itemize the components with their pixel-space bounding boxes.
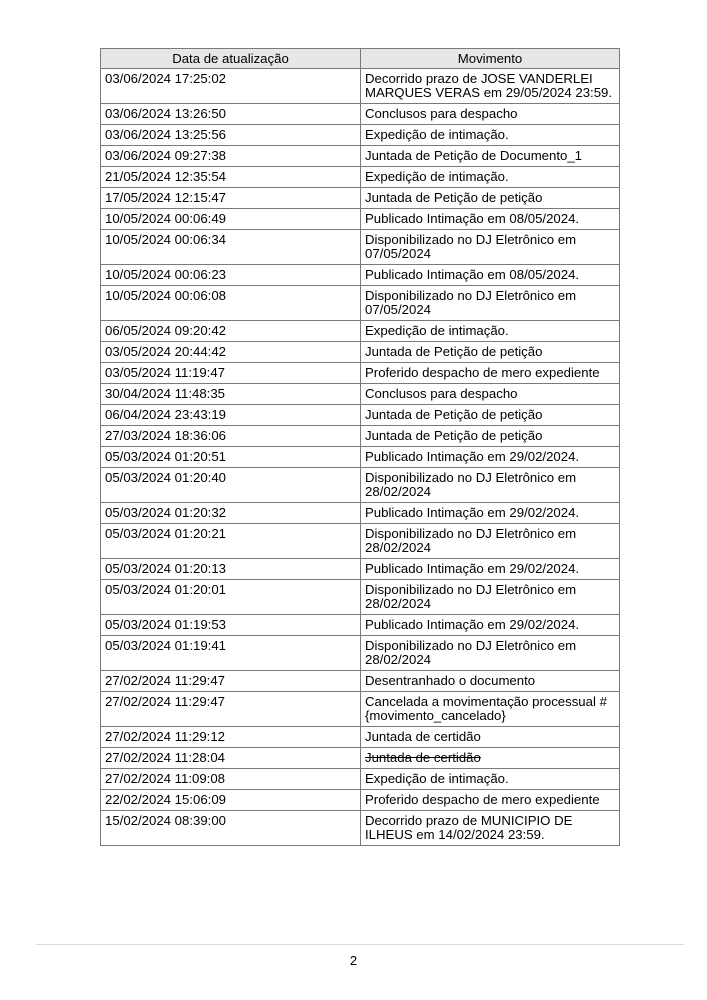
- date-cell: 27/02/2024 11:29:12: [101, 727, 361, 748]
- page-number: 2: [349, 953, 358, 968]
- movement-cell: [361, 167, 620, 188]
- movement-text: Publicado Intimação em 29/02/2024.: [365, 505, 580, 520]
- date-cell: 21/05/2024 12:35:54: [101, 167, 361, 188]
- table-row: [101, 230, 620, 265]
- movement-text: Publicado Intimação em 08/05/2024.: [365, 211, 580, 226]
- movement-cell: [361, 69, 620, 104]
- table-row: [101, 727, 620, 748]
- movement-text: Decorrido prazo de MUNICIPIO DE ILHEUS em 14/02/2024 23:59.: [365, 813, 573, 842]
- date-cell: 30/04/2024 11:48:35: [101, 384, 361, 405]
- date-cell: 27/02/2024 11:29:47: [101, 692, 361, 727]
- movement-text: Desentranhado o documento: [365, 673, 536, 688]
- table-row: [101, 265, 620, 286]
- movement-cell: [361, 426, 620, 447]
- date-cell: 03/05/2024 11:19:47: [101, 363, 361, 384]
- table-row: [101, 167, 620, 188]
- movement-text: Conclusos para despacho: [365, 106, 518, 121]
- movement-cell: [361, 811, 620, 846]
- movement-cell: [361, 503, 620, 524]
- movement-text: Proferido despacho de mero expediente: [365, 792, 600, 807]
- table-row: [101, 636, 620, 671]
- movement-cell: [361, 125, 620, 146]
- table-row: [101, 503, 620, 524]
- table-row: [101, 468, 620, 503]
- movement-text: Disponibilizado no DJ Eletrônico em 28/02/2024: [365, 582, 577, 611]
- movement-text: Expedição de intimação.: [365, 169, 509, 184]
- movement-text: Publicado Intimação em 08/05/2024.: [365, 267, 580, 282]
- table-row: [101, 447, 620, 468]
- movement-text: Juntada de Petição de petição: [365, 344, 543, 359]
- movement-text: Disponibilizado no DJ Eletrônico em 07/05/2024: [365, 288, 577, 317]
- movement-cell: [361, 468, 620, 503]
- table-row: [101, 671, 620, 692]
- movement-cell: [361, 384, 620, 405]
- table-header-row: [101, 49, 620, 69]
- date-cell: 05/03/2024 01:19:53: [101, 615, 361, 636]
- date-cell: 15/02/2024 08:39:00: [101, 811, 361, 846]
- movement-text: Expedição de intimação.: [365, 323, 509, 338]
- movement-cell: [361, 559, 620, 580]
- movement-text: Juntada de Petição de petição: [365, 407, 543, 422]
- movement-cell: [361, 230, 620, 265]
- movement-cell: [361, 265, 620, 286]
- date-cell: 03/06/2024 09:27:38: [101, 146, 361, 167]
- movement-cell: [361, 524, 620, 559]
- header-date: Data de atualização: [101, 49, 361, 69]
- table-row: [101, 769, 620, 790]
- movement-cell: [361, 447, 620, 468]
- movements-table: [100, 48, 620, 846]
- movement-text: Disponibilizado no DJ Eletrônico em 07/05/2024: [365, 232, 577, 261]
- movement-text: Juntada de certidão: [365, 750, 481, 765]
- date-cell: 05/03/2024 01:20:21: [101, 524, 361, 559]
- movement-cell: [361, 104, 620, 125]
- table-row: [101, 363, 620, 384]
- movement-text: Expedição de intimação.: [365, 771, 509, 786]
- date-cell: 06/05/2024 09:20:42: [101, 321, 361, 342]
- date-cell: 27/02/2024 11:28:04: [101, 748, 361, 769]
- date-cell: 05/03/2024 01:20:32: [101, 503, 361, 524]
- movement-text: Cancelada a movimentação processual #{movimento_cancelado}: [365, 694, 607, 723]
- table-row: [101, 321, 620, 342]
- date-cell: 03/06/2024 13:25:56: [101, 125, 361, 146]
- date-cell: 05/03/2024 01:20:01: [101, 580, 361, 615]
- date-cell: 05/03/2024 01:19:41: [101, 636, 361, 671]
- date-cell: 17/05/2024 12:15:47: [101, 188, 361, 209]
- date-cell: 27/02/2024 11:09:08: [101, 769, 361, 790]
- date-cell: 10/05/2024 00:06:23: [101, 265, 361, 286]
- movement-cell: [361, 748, 620, 769]
- table-row: [101, 559, 620, 580]
- movement-cell: [361, 615, 620, 636]
- movement-text: Disponibilizado no DJ Eletrônico em 28/02/2024: [365, 638, 577, 667]
- date-cell: 10/05/2024 00:06:49: [101, 209, 361, 230]
- movement-cell: [361, 363, 620, 384]
- movement-text: Publicado Intimação em 29/02/2024.: [365, 449, 580, 464]
- table-body: [101, 69, 620, 846]
- movement-text: Disponibilizado no DJ Eletrônico em 28/02/2024: [365, 526, 577, 555]
- table-row: [101, 146, 620, 167]
- movement-cell: [361, 188, 620, 209]
- table-row: [101, 125, 620, 146]
- date-cell: 03/06/2024 13:26:50: [101, 104, 361, 125]
- table-row: [101, 209, 620, 230]
- header-movement: Movimento: [361, 49, 620, 69]
- movement-text: Juntada de Petição de petição: [365, 428, 543, 443]
- movement-cell: [361, 671, 620, 692]
- date-cell: 05/03/2024 01:20:51: [101, 447, 361, 468]
- movement-text: Publicado Intimação em 29/02/2024.: [365, 617, 580, 632]
- table-row: [101, 69, 620, 104]
- date-cell: 06/04/2024 23:43:19: [101, 405, 361, 426]
- movement-text: Juntada de Petição de Documento_1: [365, 148, 583, 163]
- date-cell: 05/03/2024 01:20:13: [101, 559, 361, 580]
- movement-cell: [361, 727, 620, 748]
- date-cell: 10/05/2024 00:06:08: [101, 286, 361, 321]
- movement-cell: [361, 636, 620, 671]
- movement-cell: [361, 342, 620, 363]
- movement-cell: [361, 769, 620, 790]
- table-row: [101, 811, 620, 846]
- movement-text: Decorrido prazo de JOSE VANDERLEI MARQUES VERAS em 29/05/2024 23:59.: [365, 71, 613, 100]
- date-cell: 03/06/2024 17:25:02: [101, 69, 361, 104]
- table-row: [101, 426, 620, 447]
- table-row: [101, 790, 620, 811]
- movement-cell: [361, 286, 620, 321]
- table-row: [101, 580, 620, 615]
- date-cell: 27/03/2024 18:36:06: [101, 426, 361, 447]
- footer-divider: [36, 944, 684, 945]
- table-row: [101, 524, 620, 559]
- movement-text: Proferido despacho de mero expediente: [365, 365, 600, 380]
- movement-cell: [361, 580, 620, 615]
- movement-cell: [361, 405, 620, 426]
- table-row: [101, 384, 620, 405]
- date-cell: 10/05/2024 00:06:34: [101, 230, 361, 265]
- table-row: [101, 615, 620, 636]
- date-cell: 05/03/2024 01:20:40: [101, 468, 361, 503]
- table-row: [101, 104, 620, 125]
- date-cell: 03/05/2024 20:44:42: [101, 342, 361, 363]
- movement-text: Disponibilizado no DJ Eletrônico em 28/02/2024: [365, 470, 577, 499]
- movement-cell: [361, 790, 620, 811]
- table-row: [101, 405, 620, 426]
- date-cell: 22/02/2024 15:06:09: [101, 790, 361, 811]
- table-row: [101, 748, 620, 769]
- table-row: [101, 188, 620, 209]
- movement-cell: [361, 146, 620, 167]
- movement-text: Publicado Intimação em 29/02/2024.: [365, 561, 580, 576]
- table-row: [101, 692, 620, 727]
- movement-cell: [361, 692, 620, 727]
- movement-cell: [361, 321, 620, 342]
- movement-text: Juntada de Petição de petição: [365, 190, 543, 205]
- movement-text: Juntada de certidão: [365, 729, 481, 744]
- table-row: [101, 342, 620, 363]
- table-row: [101, 286, 620, 321]
- movement-text: Expedição de intimação.: [365, 127, 509, 142]
- movement-text: Conclusos para despacho: [365, 386, 518, 401]
- date-cell: 27/02/2024 11:29:47: [101, 671, 361, 692]
- movement-cell: [361, 209, 620, 230]
